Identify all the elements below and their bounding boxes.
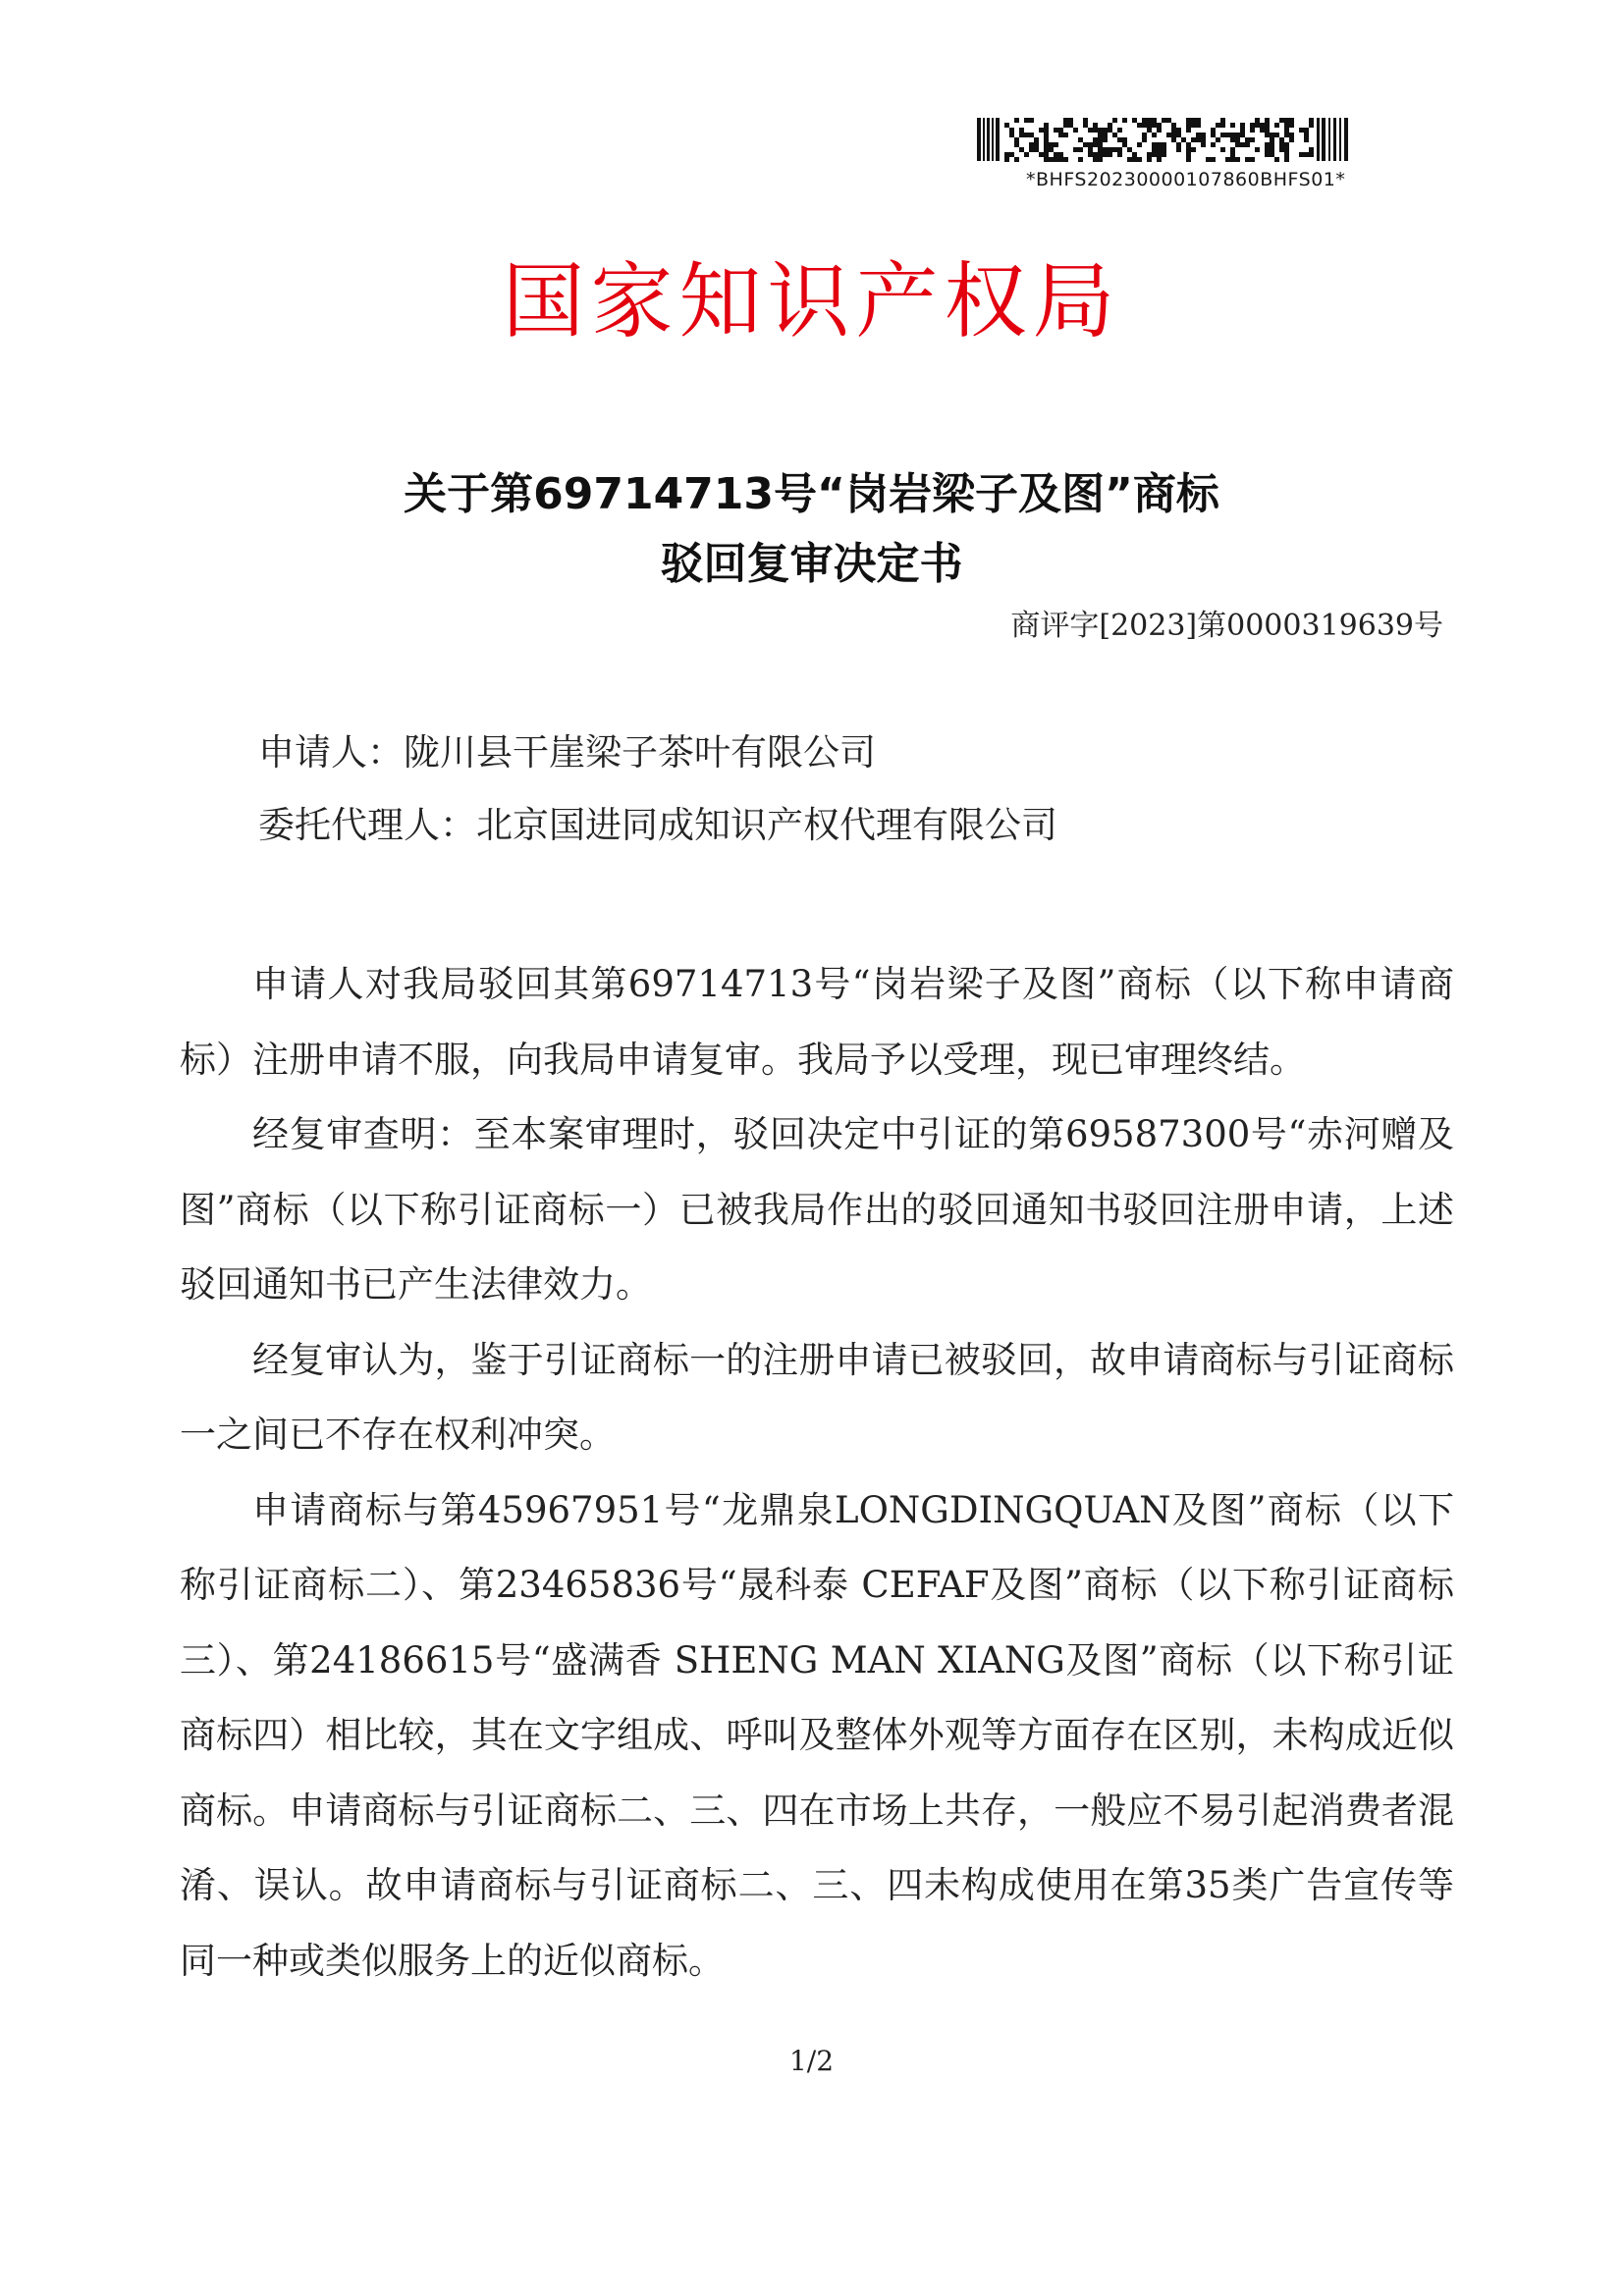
applicant-line: 申请人：陇川县干崖梁子茶叶有限公司 (258, 731, 876, 774)
paragraph: 申请人对我局驳回其第69714713号“岗岩梁子及图”商标（以下称申请商标）注册申请不服，向我局申请复审。我局予以受理，现已审理终结。 (180, 963, 1454, 1081)
paragraph: 经复审认为，鉴于引证商标一的注册申请已被驳回，故申请商标与引证商标一之间已不存在权利冲突。 (180, 1338, 1454, 1456)
agent-line: 委托代理人：北京国进同成知识产权代理有限公司 (258, 804, 1057, 846)
paragraph: 经复审查明：至本案审理时，驳回决定中引证的第69587300号“赤河赠及图”商标（以下称引证商标一）已被我局作出的驳回通知书驳回注册申请，上述驳回通知书已产生法律效力。 (180, 1113, 1454, 1306)
barcode-graphic (977, 118, 1389, 165)
document-title-line-1: 关于第69714713号“岗岩梁子及图”商标 (404, 469, 1219, 519)
decision-body (180, 947, 1454, 1999)
barcode-number: *BHFS20230000107860BHFS01* (1026, 169, 1346, 190)
document-title-line-2: 驳回复审决定书 (660, 539, 963, 589)
agency-name: 国家知识产权局 (502, 253, 1121, 349)
reference-number: 商评字[2023]第0000319639号 (1010, 609, 1443, 643)
paragraph: 申请商标与第45967951号“龙鼎泉LONGDINGQUAN及图”商标（以下称引证商标二）、第23465836号“晟科泰 CEFAF及图”商标（以下称引证商标三）、第24186615号“盛满香 SHENG MAN XIANG及图”商标（以下称引证商标四）相比较，其在文字组成、呼叫及整体外观等方面存在区别，未构成近似商标。申请商标与引证商标二、三、四在市场上共存，一般应不易引起消费者混淆、误认。故申请商标与引证商标二、三、四未构成使用在第35类广告宣传等同一种或类似服务上的近似商标。 (180, 1488, 1454, 1982)
page-number: 1/2 (788, 2045, 835, 2077)
